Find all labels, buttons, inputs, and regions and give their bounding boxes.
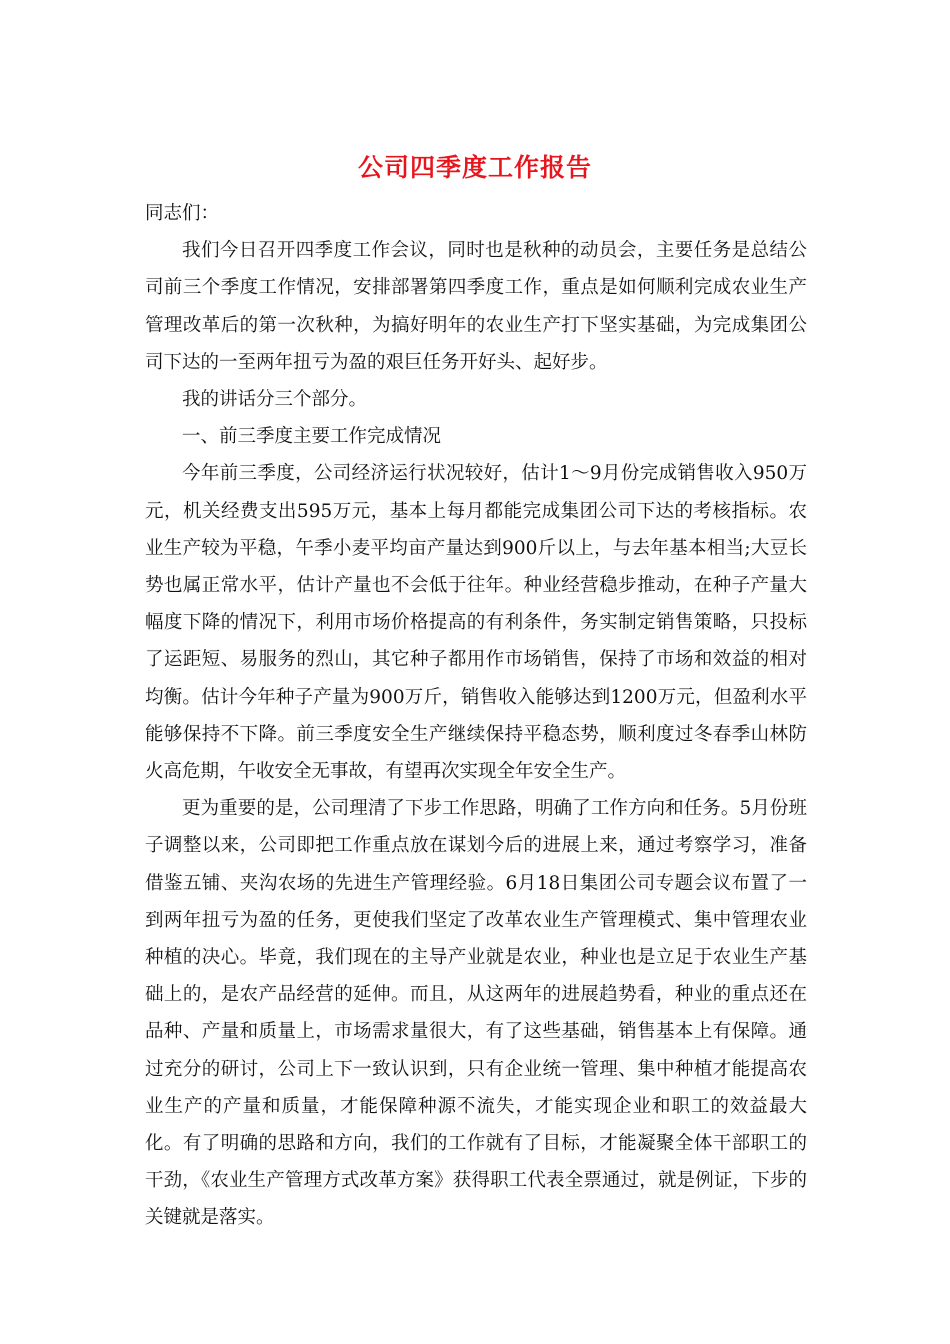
paragraph-performance: 今年前三季度，公司经济运行状况较好，估计1～9月份完成销售收入950万元，机关经费支出595万元，基本上每月都能完成集团公司下达的考核指标。农业生产较为平稳，午季小麦平均亩产量达到900斤以上，与去年基本相当;大豆长势也属正常水平，估计产量也不会低于往年。种业经营稳步推动，在种子产量大幅度下降的情况下，利用市场价格提高的有利条件，务实制定销售策略，只投标了运距短、易服务的烈山，其它种子都用作市场销售，保持了市场和效益的相对均衡。估计今年种子产量为900万斤，销售收入能够达到1200万元，但盈利水平能够保持不下降。前三季度安全生产继续保持平稳态势，顺利度过冬春季山林防火高危期，午收安全无事故，有望再次实现全年安全生产。 [145, 463, 807, 783]
paragraph-intro: 我们今日召开四季度工作会议，同时也是秋种的动员会，主要任务是总结公司前三个季度工作情况，安排部署第四季度工作，重点是如何顺利完成农业生产管理改革后的第一次秋种，为搞好明年的农业生产打下坚实基础，为完成集团公司下达的一至两年扭亏为盈的艰巨任务开好头、起好步。 [145, 240, 807, 373]
document-title: 公司四季度工作报告 [357, 153, 592, 182]
salutation: 同志们： [145, 203, 220, 224]
paragraph-outline: 我的讲话分三个部分。 [182, 389, 368, 411]
document-body [145, 195, 807, 1237]
paragraph-direction: 更为重要的是，公司理清了下步工作思路，明确了工作方向和任务。5月份班子调整以来，公司即把工作重点放在谋划今后的进展上来，通过考察学习，准备借鉴五铺、夹沟农场的先进生产管理经验。6月18日集团公司专题会议布置了一到两年扭亏为盈的任务，更使我们坚定了改革农业生产管理模式、集中管理农业种植的决心。毕竟，我们现在的主导产业就是农业，种业也是立足于农业生产基础上的，是农产品经营的延伸。而且，从这两年的进展趋势看，种业的重点还在品种、产量和质量上，市场需求量很大，有了这些基础，销售基本上有保障。通过充分的研讨，公司上下一致认识到，只有企业统一管理、集中种植才能提高农业生产的产量和质量，才能保障种源不流失，才能实现企业和职工的效益最大化。有了明确的思路和方向，我们的工作就有了目标，才能凝聚全体干部职工的干劲，《农业生产管理方式改革方案》获得职工代表全票通过，就是例证，下步的关键就是落实。 [145, 798, 807, 1229]
section-heading: 一、前三季度主要工作完成情况 [182, 426, 442, 448]
